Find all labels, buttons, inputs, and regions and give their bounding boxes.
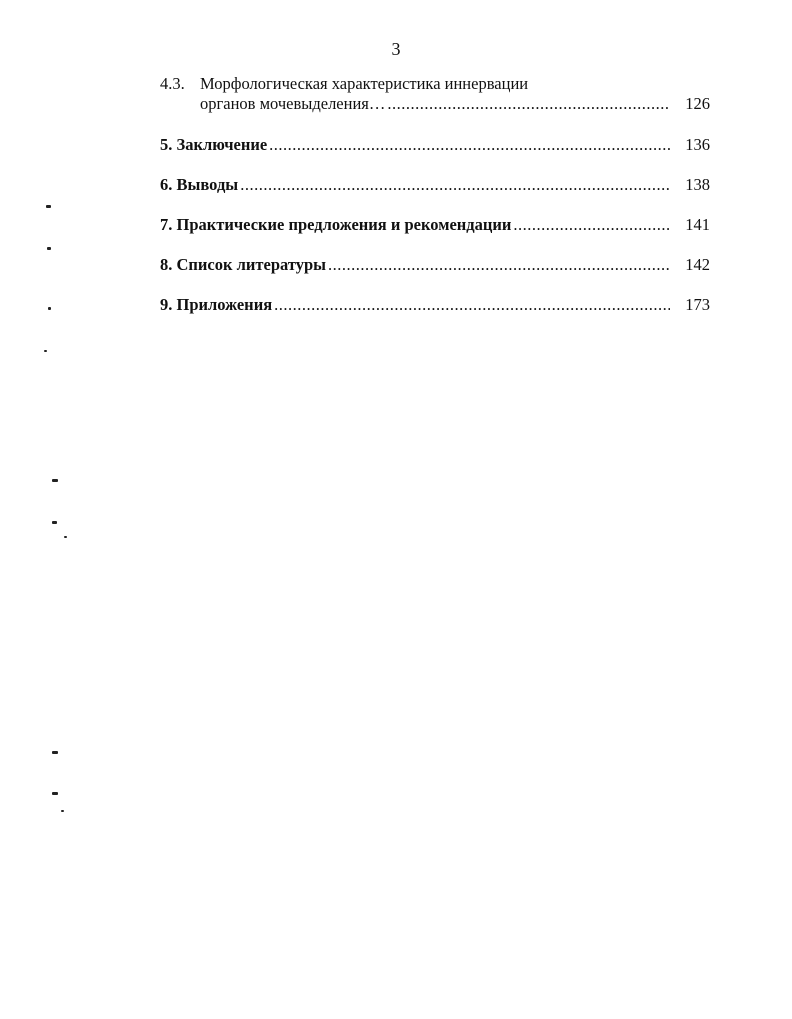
toc-entry-title: Список литературы (176, 255, 327, 274)
toc-entry-page: 126 (685, 94, 710, 113)
page-number: 3 (391, 39, 401, 59)
toc-leader-dots (269, 135, 670, 155)
toc-entry-title: Заключение (176, 135, 268, 154)
toc-entry-page: 141 (685, 215, 710, 234)
toc-entry-title: Выводы (176, 175, 239, 194)
toc-entry-7[interactable] (160, 215, 710, 235)
toc-leader-dots (387, 94, 670, 114)
toc-entry-title: Практические предложения и рекомендации (176, 215, 512, 234)
toc-entry-title-continued: органов мочевыделения… (200, 94, 386, 113)
toc-entry-title: Морфологическая характеристика иннервации (200, 74, 529, 93)
toc-entry-number: 7. (160, 215, 173, 234)
toc-leader-dots (328, 255, 670, 275)
toc-entry-number: 6. (160, 175, 173, 194)
toc-entry-first-line (160, 74, 710, 94)
toc-entry-title: Приложения (176, 295, 273, 314)
toc-entry-4-3[interactable] (160, 74, 710, 114)
toc-entry-number: 8. (160, 255, 173, 274)
scan-speck (48, 307, 51, 310)
scan-speck (61, 810, 64, 812)
toc-entry-number: 4.3. (160, 74, 185, 93)
toc-entry-6[interactable] (160, 175, 710, 195)
scan-speck (44, 350, 47, 352)
toc-entry-line (160, 295, 710, 315)
toc-entry-5[interactable] (160, 135, 710, 155)
toc-entry-line (160, 215, 710, 235)
toc-entry-line (160, 175, 710, 195)
scan-speck (46, 205, 51, 208)
toc-entry-page: 142 (685, 255, 710, 274)
toc-entry-line (160, 135, 710, 155)
toc-leader-dots (513, 215, 670, 235)
toc-entry-number: 5. (160, 135, 173, 154)
toc-entry-number: 9. (160, 295, 173, 314)
scan-speck (64, 536, 67, 538)
toc-entry-page: 138 (685, 175, 710, 194)
scan-speck (52, 479, 58, 482)
toc-entry-9[interactable] (160, 295, 710, 315)
scan-speck (52, 751, 58, 754)
scan-speck (52, 521, 57, 524)
toc-entry-second-line (160, 94, 710, 114)
toc-entry-page: 173 (685, 295, 710, 314)
toc-leader-dots (240, 175, 670, 195)
toc-entry-page: 136 (685, 135, 710, 154)
scan-speck (52, 792, 58, 795)
toc-entry-line (160, 255, 710, 275)
table-of-contents (160, 74, 710, 315)
toc-entry-8[interactable] (160, 255, 710, 275)
toc-leader-dots (274, 295, 670, 315)
scan-speck (47, 247, 51, 250)
